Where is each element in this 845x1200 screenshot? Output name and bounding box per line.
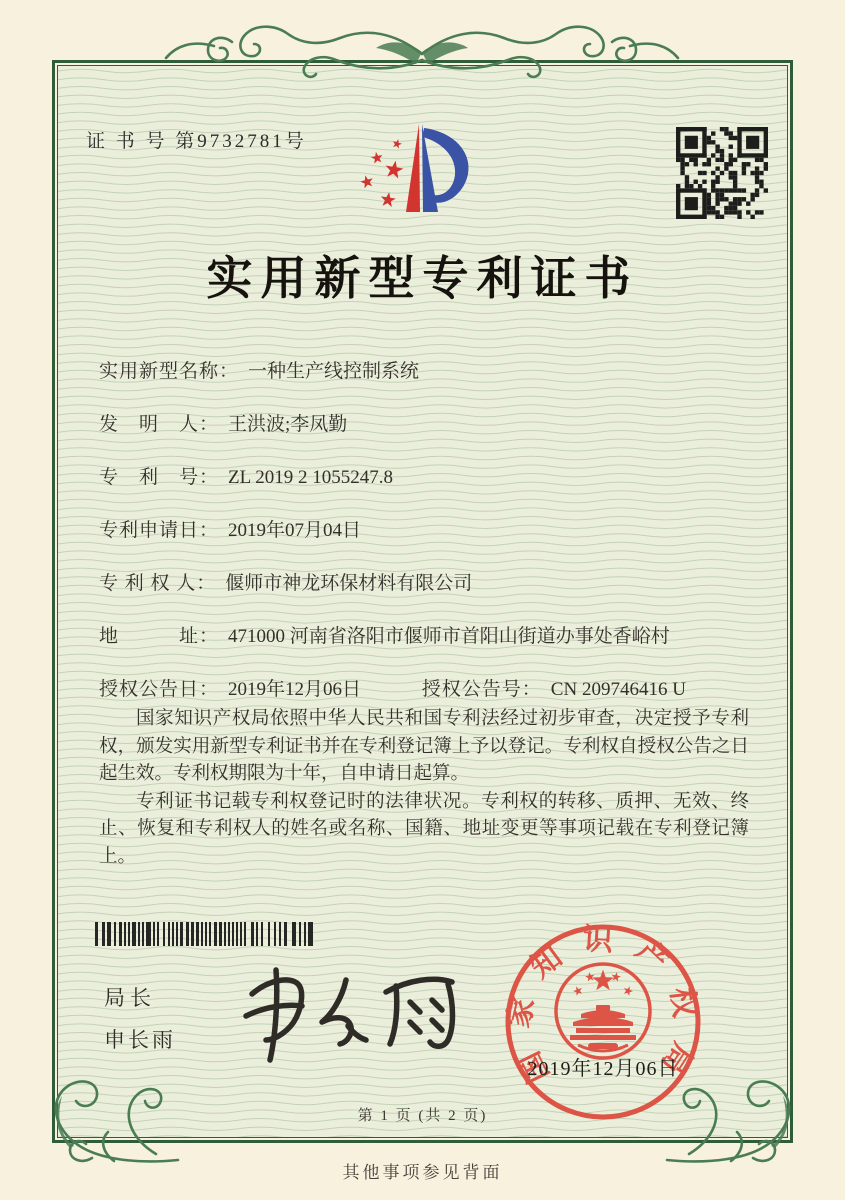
grant-number-label: 授权公告号： (421, 679, 542, 700)
field-patent-number (99, 462, 393, 489)
director-signature (218, 956, 468, 1071)
cnipa-logo-icon (350, 112, 480, 226)
field-label: 专 利 号： (99, 467, 220, 488)
seal-text: 国家知识产权局 (501, 922, 704, 1097)
official-seal (500, 919, 706, 1125)
top-border-ornament-icon (160, 16, 684, 80)
grant-date-value: 2019年12月06日 (228, 679, 362, 700)
field-patentee (99, 568, 472, 595)
director-name: 申长雨 (104, 1028, 176, 1052)
certificate-number: 证 书 号 第9732781号 (86, 131, 307, 152)
field-inventor (99, 409, 347, 436)
page-number: 第 1 页 (共 2 页) (357, 1108, 488, 1124)
field-label: 发 明 人： (99, 414, 220, 435)
field-value: 一种生产线控制系统 (248, 361, 420, 382)
field-label: 地 址： (99, 626, 220, 647)
field-label: 实用新型名称： (99, 361, 240, 382)
field-address (99, 621, 670, 648)
grant-date-label: 授权公告日： (99, 679, 220, 700)
field-utility-model-name (99, 356, 419, 383)
field-label: 专利申请日： (99, 520, 220, 541)
director-title-label: 局长 (104, 986, 156, 1010)
field-value: ZL 2019 2 1055247.8 (228, 467, 394, 488)
legal-paragraph: 国家知识产权局依照中华人民共和国专利法经过初步审查，决定授予专利权，颁发实用新型专利证书并在专利登记簿上予以登记。专利权自授权公告之日起生效。专利权期限为十年，自申请日起算。 (99, 709, 749, 785)
field-grant-row (99, 674, 686, 701)
back-note: 其他事项参见背面 (342, 1163, 503, 1182)
field-value: 471000 河南省洛阳市偃师市首阳山街道办事处香峪村 (228, 626, 670, 647)
qr-code (676, 127, 768, 219)
certificate-title: 实用新型专利证书 (206, 253, 639, 304)
legal-paragraph: 专利证书记载专利权登记时的法律状况。专利权的转移、质押、无效、终止、恢复和专利权人的姓名或名称、国籍、地址变更等事项记载在专利登记簿上。 (99, 791, 749, 867)
field-value: 王洪波;李凤勤 (228, 414, 348, 435)
field-value: 偃师市神龙环保材料有限公司 (225, 573, 473, 594)
barcode (95, 922, 319, 946)
field-value: 2019年07月04日 (228, 520, 362, 541)
seal-date: 2019年12月06日 (527, 1058, 679, 1080)
national-emblem-icon (556, 964, 650, 1058)
legal-text-block (99, 706, 749, 872)
grant-number-value: CN 209746416 U (550, 679, 686, 700)
field-filing-date (99, 515, 361, 542)
field-label: 专 利 权 人： (99, 573, 217, 594)
